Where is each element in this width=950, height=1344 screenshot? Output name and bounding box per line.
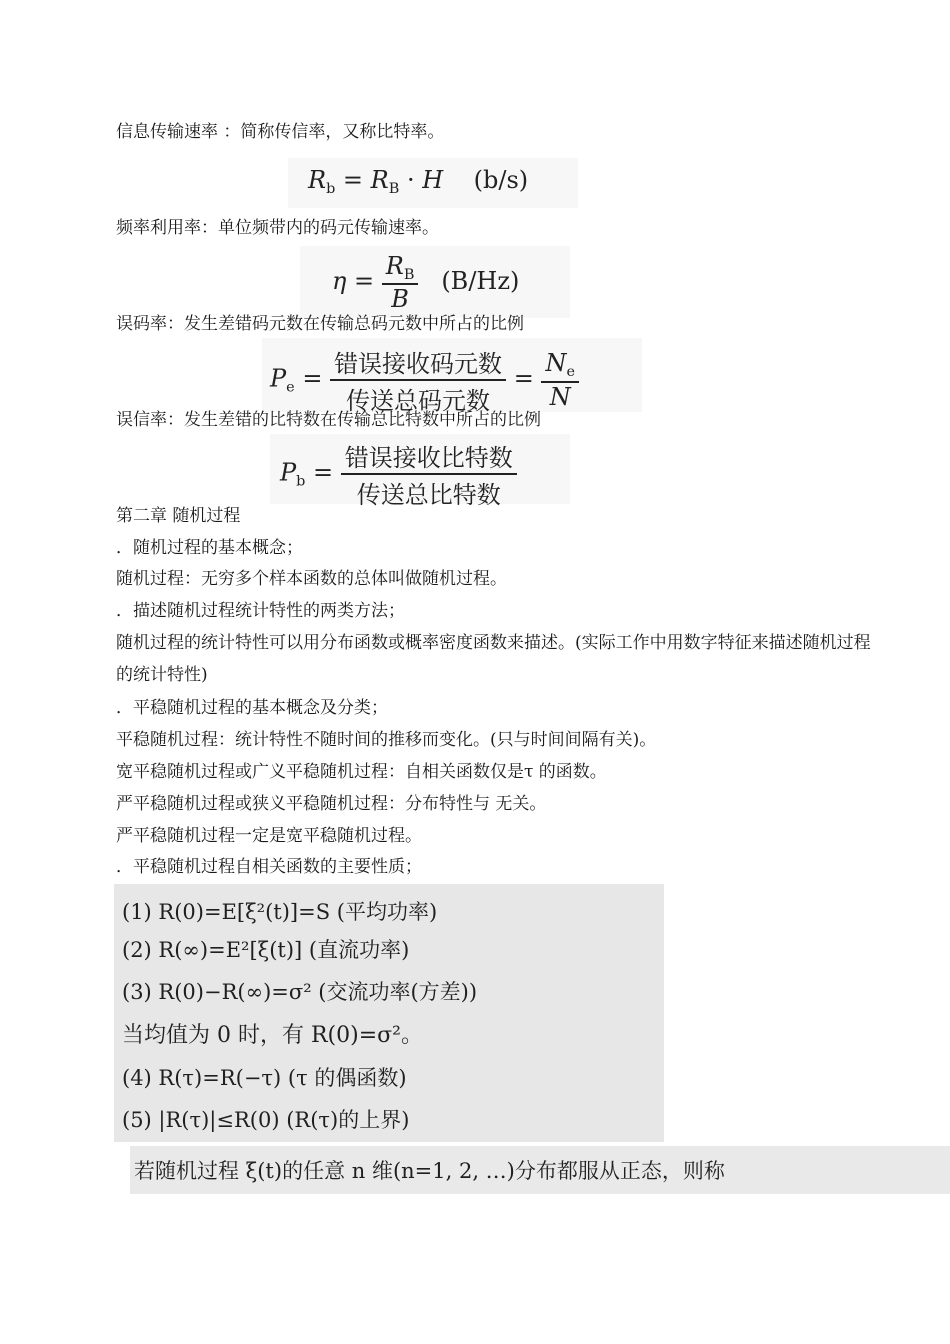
property-5: (5) |R(τ)|≤R(0) (R(τ)的上界) [122,1108,410,1132]
pb-eq: = [305,458,341,487]
formula-pe [270,344,579,416]
property-1: (1) R(0)=E[ξ²(t)]=S (平均功率) [122,900,438,924]
text-def-stationary: 平稳随机过程：统计特性不随时间的推移而变化。(只与时间间隔有关)。 [116,730,657,750]
gaussian-definition-text: 若随机过程 ξ(t)的任意 n 维(n=1, 2, …)分布都服从正态，则称 [134,1159,725,1183]
rb-h: H [422,166,444,194]
pe-fraction2 [541,349,579,410]
text-freq-util: 频率利用率：单位频带内的码元传输速率。 [116,218,439,238]
pb-lhs-sub: b [296,473,306,490]
property-zero-mean: 当均值为 0 时，有 R(0)=σ²。 [122,1023,423,1048]
list-item-basic-concept: ．随机过程的基本概念； [116,538,303,558]
eta-eq: = [346,267,382,296]
rb-eq: = [335,166,371,194]
text-def-statistics: 随机过程的统计特性可以用分布函数或概率密度函数来描述。(实际工作中用数字特征来描述随机过程的统计特性) [116,633,871,685]
property-2: (2) R(∞)=E²[ξ(t)] (直流功率) [122,938,410,962]
text-def-strict-sense: 严平稳随机过程或狭义平稳随机过程：分布特性与 无关。 [116,794,547,814]
pb-fraction [341,438,517,510]
list-item-stationary: ．平稳随机过程的基本概念及分类； [116,698,388,718]
eta-unit: (B/Hz) [441,267,520,296]
pb-lhs: P [280,458,297,487]
text-def-strict-implies-wide: 严平稳随机过程一定是宽平稳随机过程。 [116,826,422,846]
text-info-rate: 信息传输速率 ：简称传信率，又称比特率。 [116,122,445,142]
rb-r-sub: B [388,181,400,198]
chapter-heading: 第二章 随机过程 [116,506,241,526]
text-def-wide-sense: 宽平稳随机过程或广义平稳随机过程：自相关函数仅是τ 的函数。 [116,762,607,782]
eta-den: B [391,285,409,314]
pe-den: 传送总码元数 [346,387,491,415]
pb-den: 传送总比特数 [356,481,501,509]
autocorrelation-properties-scan [114,884,664,1142]
gaussian-definition-scan [130,1146,950,1194]
formula-eta [332,252,519,313]
rb-lhs: R [308,166,327,194]
list-item-autocorrelation: ．平稳随机过程自相关函数的主要性质； [116,857,422,877]
eta-num-sub: B [403,267,415,284]
pe-num2: N [545,349,567,378]
list-item-two-methods: ．描述随机过程统计特性的两类方法； [116,601,405,621]
eta-lhs: η [332,267,347,296]
pe-lhs-sub: e [286,379,295,396]
rb-dot: · [399,166,423,194]
property-3: (3) R(0)−R(∞)=σ² (交流功率(方差)) [122,980,478,1004]
pe-den2: N [549,382,571,411]
pe-num2-sub: e [566,364,575,381]
text-ber: 误信率：发生差错的比特数在传输总比特数中所占的比例 [116,410,541,430]
eta-fraction [382,252,419,313]
rb-r: R [370,166,389,194]
formula-rb [308,166,528,197]
formula-pb [280,438,517,510]
property-4: (4) R(τ)=R(−τ) (τ 的偶函数) [122,1066,407,1090]
pe-fraction [330,344,506,416]
pe-lhs: P [270,364,287,393]
pe-num: 错误接收码元数 [330,344,506,381]
rb-unit: (b/s) [473,166,529,194]
pe-eq2: = [506,364,542,393]
pb-num: 错误接收比特数 [341,438,517,475]
text-def-random-process: 随机过程：无穷多个样本函数的总体叫做随机过程。 [116,569,507,589]
eta-num: R [385,252,404,280]
pe-eq: = [294,364,331,393]
text-ser: 误码率：发生差错码元数在传输总码元数中所占的比例 [116,314,524,334]
rb-lhs-sub: b [326,181,336,198]
